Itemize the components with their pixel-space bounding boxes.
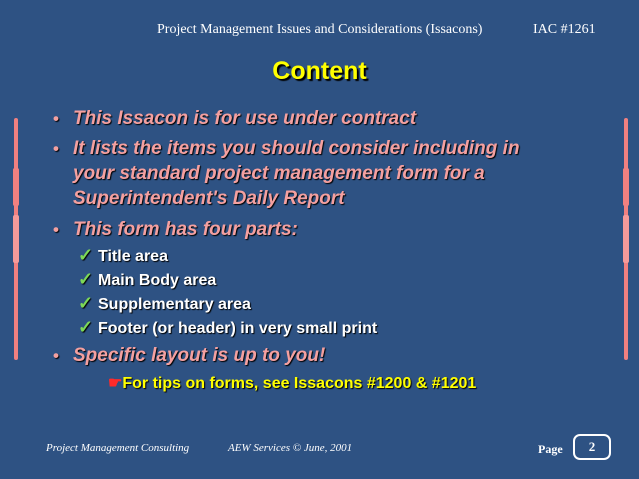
right-decorative-bar-accent-upper — [623, 168, 629, 206]
part-label: Title area — [98, 248, 168, 265]
bullet-glyph: • — [53, 220, 59, 239]
footer-page-label: Page — [538, 442, 563, 456]
checkmark-icon: ✓ — [78, 245, 94, 265]
left-decorative-bar-accent-upper — [13, 168, 19, 206]
part-footer — [78, 317, 377, 339]
part-title-area — [78, 245, 168, 267]
bullet-glyph: • — [53, 109, 59, 128]
header-document-id: IAC #1261 — [533, 22, 596, 37]
bullet-four-parts: This form has four parts: — [73, 219, 298, 240]
bullet-items-line-3: Superintendent's Daily Report — [73, 188, 345, 209]
bullet-layout-up-to-you: Specific layout is up to you! — [73, 345, 326, 366]
pointing-hand-icon: ☛ — [108, 375, 123, 392]
right-decorative-bar-accent — [623, 215, 629, 263]
part-label: Footer (or header) in very small print — [98, 320, 378, 337]
checkmark-icon: ✓ — [78, 293, 94, 313]
part-label: Main Body area — [98, 272, 217, 289]
header-title: Project Management Issues and Considerations (Issacons) — [157, 22, 483, 37]
bullet-items-line-2: your standard project management form for a — [73, 163, 485, 184]
bullet-glyph: • — [53, 346, 59, 365]
slide-title: Content — [272, 57, 367, 85]
left-decorative-bar-accent — [13, 215, 19, 263]
checkmark-icon: ✓ — [78, 269, 94, 289]
footer-copyright: AEW Services © June, 2001 — [228, 442, 353, 454]
bullet-contract-use: This Issacon is for use under contract — [73, 108, 417, 129]
bullet-glyph: • — [53, 139, 59, 158]
tip-text: For tips on forms, see Issacons #1200 & #1201 — [122, 375, 477, 392]
part-supplementary-area — [78, 293, 251, 315]
part-main-body-area — [78, 269, 216, 291]
checkmark-icon: ✓ — [78, 317, 94, 337]
bullet-items-line-1: It lists the items you should consider including in — [73, 138, 520, 159]
footer-company: Project Management Consulting — [46, 442, 190, 454]
part-label: Supplementary area — [98, 296, 251, 313]
tip-line — [108, 373, 476, 393]
page-number-box: 2 — [573, 434, 611, 460]
